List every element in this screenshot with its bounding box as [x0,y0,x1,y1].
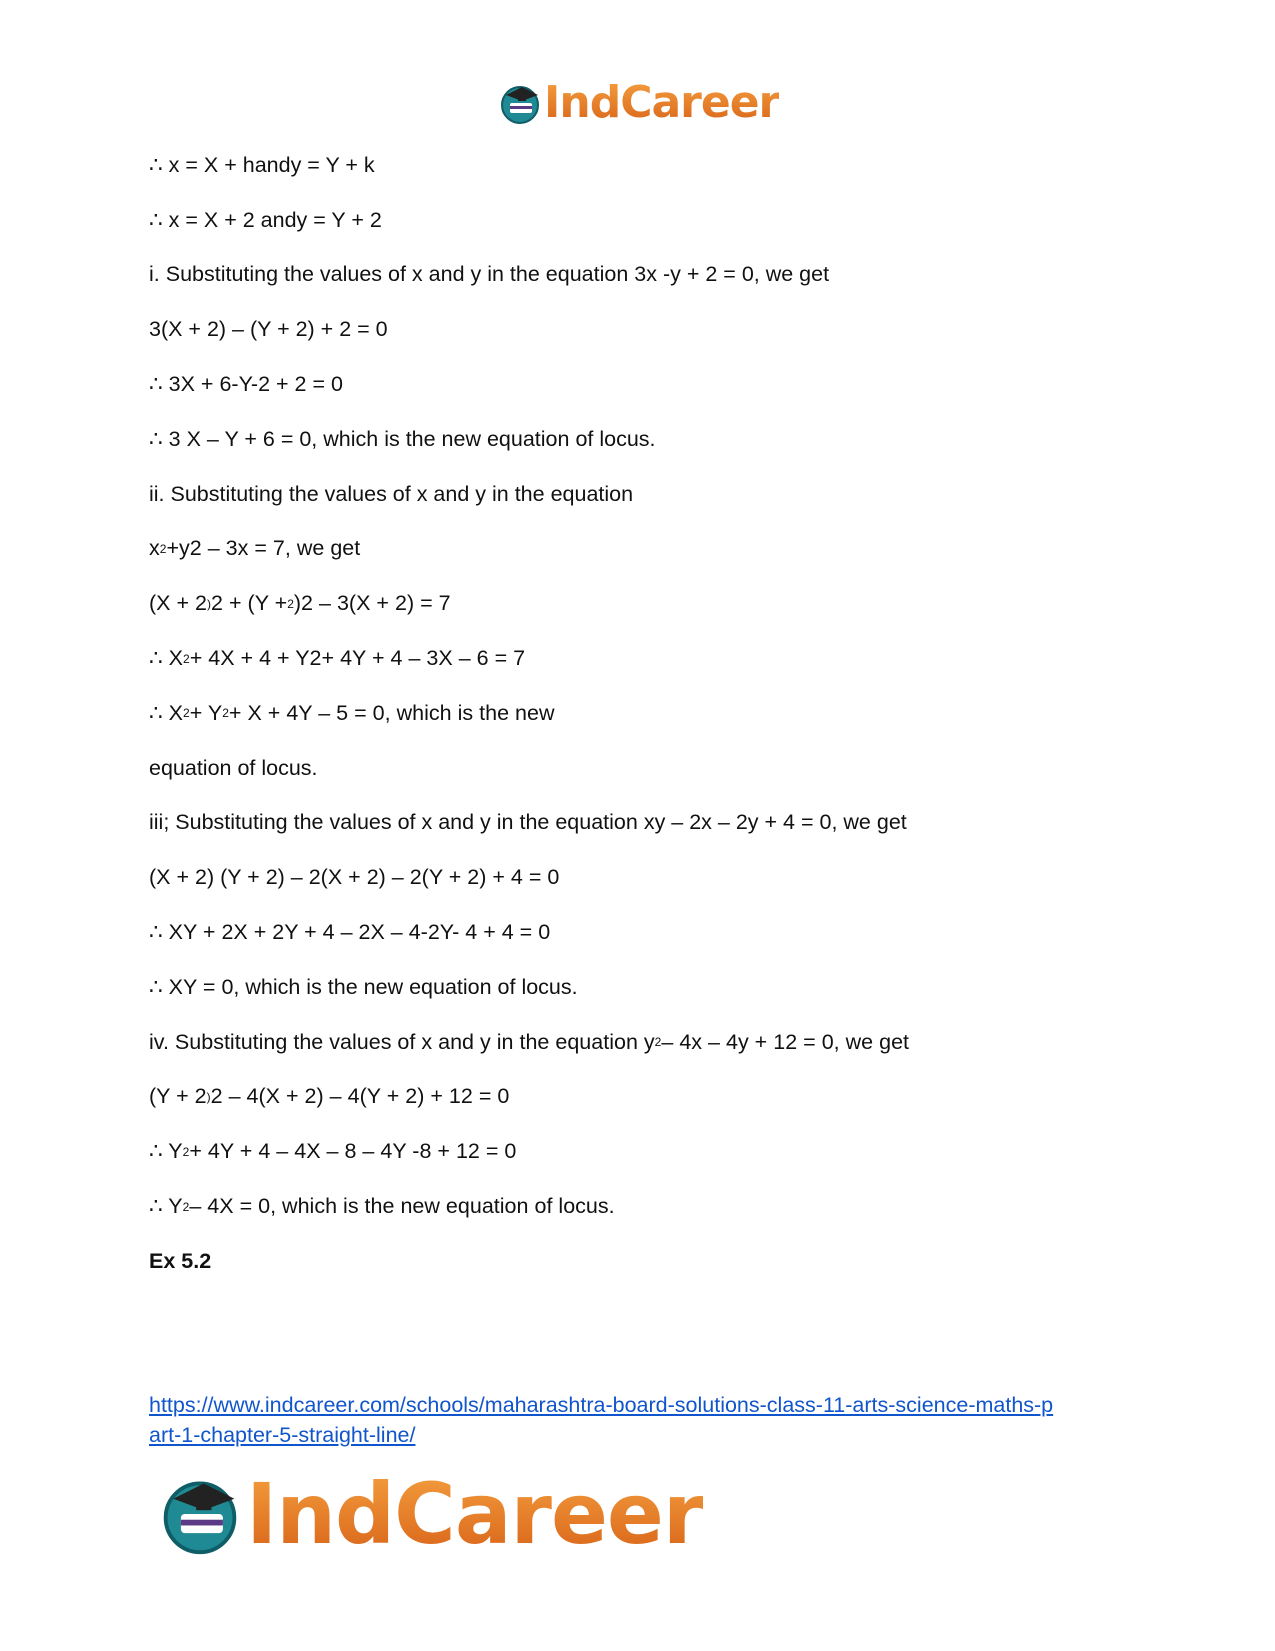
footer-logo [158,1466,703,1561]
text-line: equation of locus. [149,755,318,780]
text-line: iii; Substituting the values of x and y in the equation xy – 2x – 2y + 4 = 0, we get [149,810,907,835]
text-line: (X + 2 ) 2 + (Y + 2 )2 – 3(X + 2) = 7 [149,591,451,616]
source-link[interactable] [149,1390,1129,1450]
text-line: ∴ x = X + handy = Y + k [149,152,375,177]
text-line: (X + 2) (Y + 2) – 2(X + 2) – 2(Y + 2) + 4 = 0 [149,865,560,890]
text-line: ii. Substituting the values of x and y in the equation [149,481,634,506]
source-link-line-2[interactable]: art-1-chapter-5-straight-line/ [149,1423,416,1447]
source-link-line-1[interactable]: https://www.indcareer.com/schools/maharashtra-board-solutions-class-11-arts-science-maths-p [149,1393,1054,1417]
text-line: ∴ Y 2 + 4Y + 4 – 4X – 8 – 4Y -8 + 12 = 0 [149,1139,517,1164]
text-line: (Y + 2 ) 2 – 4(X + 2) – 4(Y + 2) + 12 = 0 [149,1084,510,1109]
text-line: ∴ 3X + 6-Y-2 + 2 = 0 [149,372,343,397]
text-line: 3(X + 2) – (Y + 2) + 2 = 0 [149,317,388,342]
logo-wordmark: IndCareer [246,1464,704,1563]
text-line: x 2 + y2 – 3x = 7, we get [149,536,361,561]
text-line: ∴ XY = 0, which is the new equation of locus. [149,974,578,999]
text-line: ∴ XY + 2X + 2Y + 4 – 2X – 4-2Y- 4 + 4 = 0 [149,920,551,945]
logo-wordmark: IndCareer [544,77,780,128]
header-logo [498,78,779,128]
text-line: iv. Substituting the values of x and y in the equation y 2 – 4x – 4y + 12 = 0, we get [149,1029,910,1054]
text-line: ∴ X 2 + Y 2 + X + 4Y – 5 = 0, which is the new [149,700,555,725]
text-line: ∴ x = X + 2 andy = Y + 2 [149,207,382,232]
text-line: ∴ Y 2 – 4X = 0, which is the new equation of locus. [149,1194,615,1219]
text-line: ∴ X 2 + 4X + 4 + Y2 + 4Y + 4 – 3X – 6 = 7 [149,646,526,671]
document-body [149,138,1149,1289]
text-line: i. Substituting the values of x and y in the equation 3x -y + 2 = 0, we get [149,262,830,287]
graduation-globe-icon [158,1472,242,1556]
graduation-globe-icon [498,81,542,125]
section-heading: Ex 5.2 [149,1248,212,1273]
text-line: ∴ 3 X – Y + 6 = 0, which is the new equation of locus. [149,426,656,451]
